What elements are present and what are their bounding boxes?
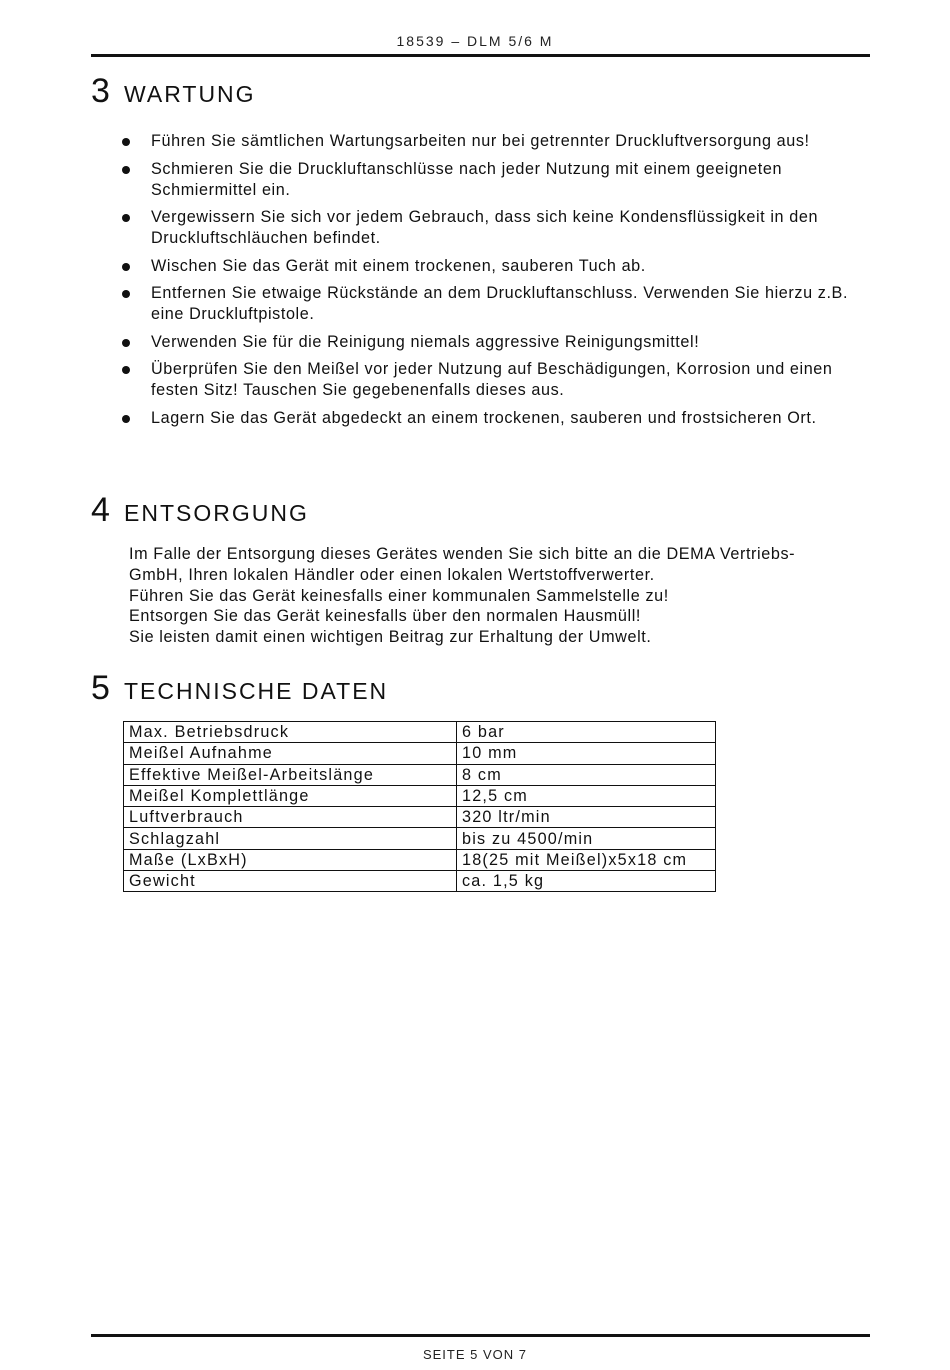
list-item: Führen Sie sämtlichen Wartungsarbeiten nur bei getrennter Druckluftversorgung aus! xyxy=(120,131,860,152)
bullet-icon xyxy=(122,339,130,347)
paragraph-line: Führen Sie das Gerät keinesfalls einer kommunalen Sammelstelle zu! xyxy=(129,586,669,605)
bullet-icon xyxy=(122,263,130,271)
footer-rule xyxy=(91,1334,870,1337)
table-row xyxy=(124,785,716,806)
list-item: Überprüfen Sie den Meißel vor jeder Nutzung auf Beschädigungen, Korrosion und einen festen Sitz! Tauschen Sie gegebenenfalls dieses aus. xyxy=(120,359,860,401)
spec-value: 8 cm xyxy=(457,764,716,785)
paragraph-line: Im Falle der Entsorgung dieses Gerätes wenden Sie sich bitte an die DEMA Vertriebs- xyxy=(129,545,796,563)
spec-value: 10 mm xyxy=(457,743,716,764)
table-row xyxy=(124,743,716,764)
paragraph-line: Sie leisten damit einen wichtigen Beitrag zur Erhaltung der Umwelt. xyxy=(129,628,652,647)
spec-value: 320 ltr/min xyxy=(457,807,716,828)
table-row xyxy=(124,807,716,828)
spec-value: ca. 1,5 kg xyxy=(457,871,716,892)
section-heading-technische-daten xyxy=(91,669,388,708)
section-title: TECHNISCHE DATEN xyxy=(124,678,389,704)
maintenance-list xyxy=(120,131,860,435)
spec-label: Meißel Komplettlänge xyxy=(124,785,457,806)
section-title: WARTUNG xyxy=(124,81,256,107)
bullet-icon xyxy=(122,290,130,298)
bullet-icon xyxy=(122,415,130,423)
bullet-icon xyxy=(122,366,130,374)
spec-label: Max. Betriebsdruck xyxy=(124,722,457,743)
list-item: Schmieren Sie die Druckluftanschlüsse nach jeder Nutzung mit einem geeigneten Schmiermittel ein. xyxy=(120,159,860,201)
spec-label: Meißel Aufnahme xyxy=(124,743,457,764)
spec-value: 12,5 cm xyxy=(457,785,716,806)
bullet-icon xyxy=(122,166,130,174)
tech-data-table xyxy=(123,721,716,892)
section-heading-entsorgung xyxy=(91,491,309,530)
list-item: Wischen Sie das Gerät mit einem trockenen, sauberen Tuch ab. xyxy=(120,256,860,277)
section-title: ENTSORGUNG xyxy=(124,500,309,526)
spec-label: Maße (LxBxH) xyxy=(124,849,457,870)
table-row xyxy=(124,849,716,870)
list-item: Vergewissern Sie sich vor jedem Gebrauch, dass sich keine Kondensflüssigkeit in den Druckluftschläuchen befindet. xyxy=(120,207,860,249)
page-footer: SEITE 5 VON 7 xyxy=(422,1347,528,1362)
paragraph-line: GmbH, Ihren lokalen Händler oder einen lokalen Wertstoffverwerter. xyxy=(129,565,655,584)
spec-value: bis zu 4500/min xyxy=(457,828,716,849)
table-row xyxy=(124,722,716,743)
section-heading-wartung xyxy=(91,72,256,111)
bullet-icon xyxy=(122,214,130,222)
list-item: Verwenden Sie für die Reinigung niemals aggressive Reinigungsmittel! xyxy=(120,332,860,353)
spec-label: Effektive Meißel-Arbeitslänge xyxy=(124,764,457,785)
list-item: Lagern Sie das Gerät abgedeckt an einem trockenen, sauberen und frostsicheren Ort. xyxy=(120,408,860,429)
spec-label: Luftverbrauch xyxy=(124,807,457,828)
section-number: 5 xyxy=(91,669,110,707)
spec-label: Gewicht xyxy=(124,871,457,892)
table-row xyxy=(124,871,716,892)
section-number: 4 xyxy=(91,491,110,529)
spec-value: 6 bar xyxy=(457,722,716,743)
section-number: 3 xyxy=(91,72,110,110)
page-header: 18539 – DLM 5/6 M xyxy=(396,33,554,49)
table-row xyxy=(124,764,716,785)
table-row xyxy=(124,828,716,849)
bullet-icon xyxy=(122,138,130,146)
list-item: Entfernen Sie etwaige Rückstände an dem Druckluftanschluss. Verwenden Sie hierzu z.B. eine Druckluftpistole. xyxy=(120,283,860,325)
header-rule xyxy=(91,54,870,57)
spec-label: Schlagzahl xyxy=(124,828,457,849)
paragraph-line: Entsorgen Sie das Gerät keinesfalls über den normalen Hausmüll! xyxy=(129,607,641,626)
spec-value: 18(25 mit Meißel)x5x18 cm xyxy=(457,849,716,870)
disposal-paragraph xyxy=(129,544,869,648)
